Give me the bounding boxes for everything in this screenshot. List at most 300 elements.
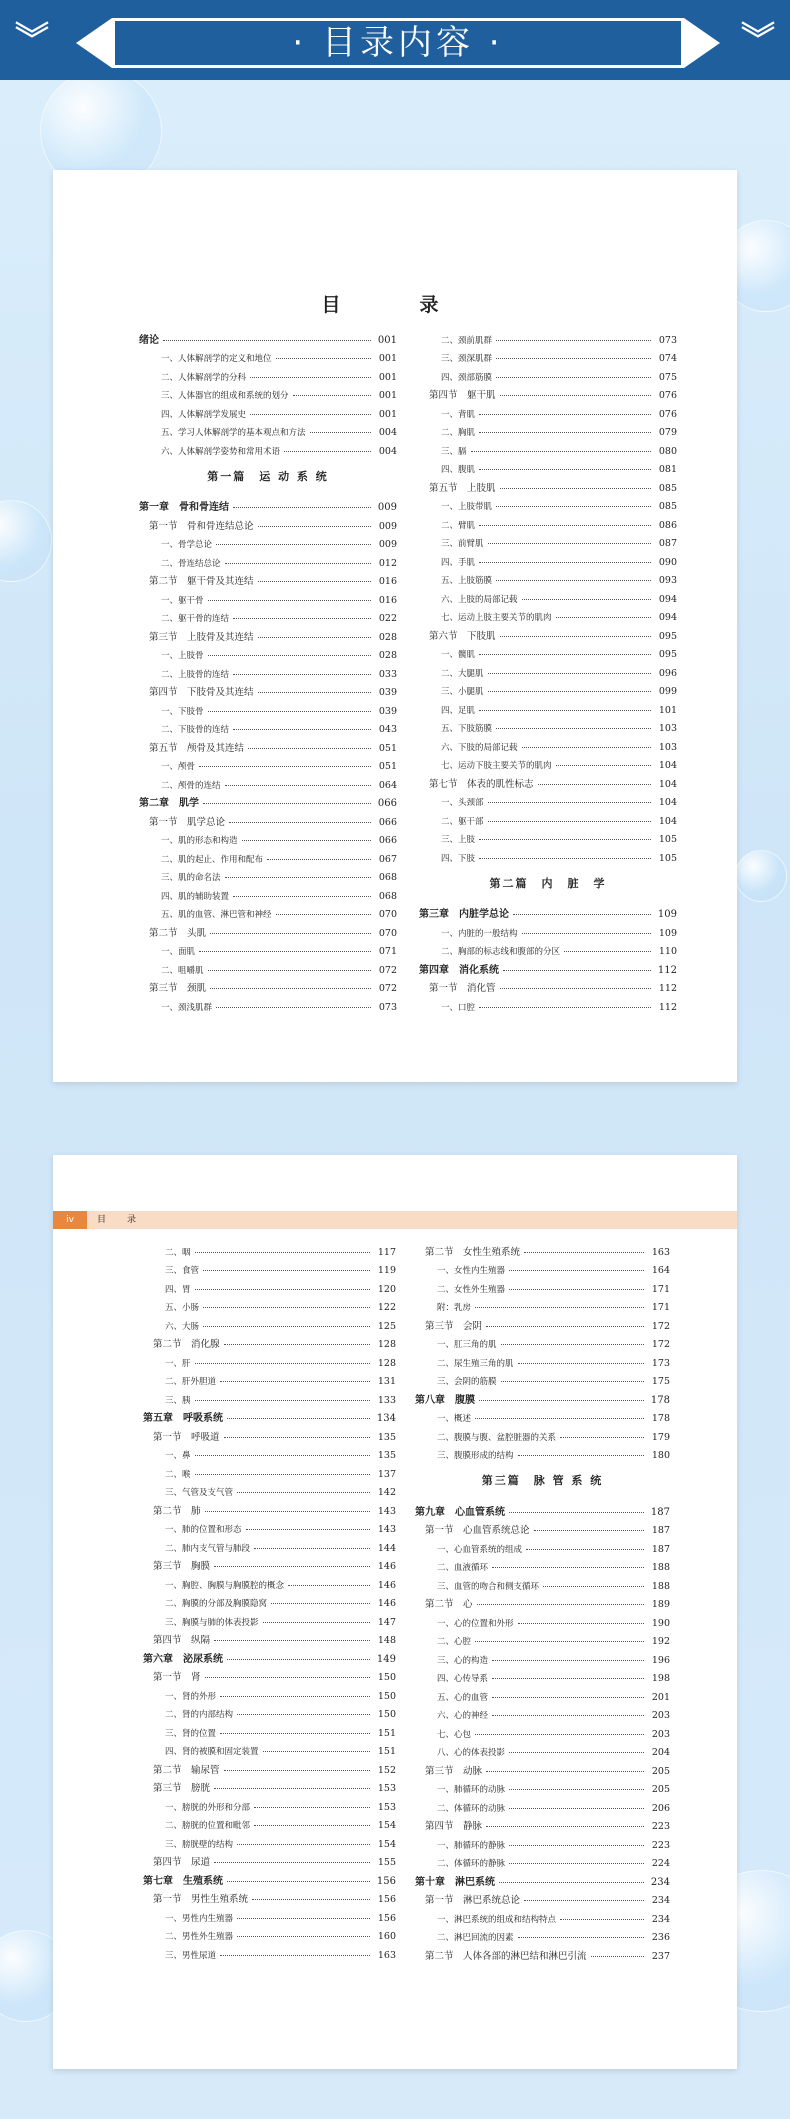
- entry-page-number: 090: [658, 556, 677, 568]
- dot-leader: [486, 1325, 644, 1327]
- entry-page-number: 104: [658, 778, 677, 790]
- entry-title: 三、颈深肌群: [441, 354, 493, 364]
- entry-page-number: 086: [658, 519, 677, 531]
- dot-leader: [499, 1881, 644, 1883]
- toc-entry: [139, 920, 397, 939]
- entry-title: 二、上肢骨的连结: [161, 669, 230, 680]
- dot-leader: [267, 858, 371, 860]
- dot-leader: [216, 1006, 371, 1008]
- toc-entry: [419, 512, 677, 531]
- entry-page-number: 051: [378, 761, 397, 772]
- entry-page-number: 095: [658, 649, 677, 660]
- toc-entry: [415, 1666, 670, 1685]
- toc-entry: [415, 1332, 670, 1351]
- dot-leader: [195, 1473, 370, 1475]
- dot-leader: [252, 1898, 370, 1900]
- dot-leader: [220, 1695, 370, 1697]
- dot-leader: [237, 1917, 370, 1919]
- toc-entry: [415, 1239, 670, 1258]
- toc-entry: [415, 1258, 670, 1277]
- toc-entry: [139, 643, 397, 662]
- dot-leader: [284, 450, 371, 452]
- dot-leader: [199, 765, 371, 767]
- toc-entry: [415, 1424, 670, 1443]
- entry-page-number: 234: [651, 1913, 670, 1925]
- entry-page-number: 120: [377, 1283, 396, 1295]
- entry-title: 第一节 心血管系统总论: [425, 1525, 530, 1536]
- entry-title: 第三章 内脏学总论: [419, 909, 509, 920]
- entry-title: 第四节 静脉: [425, 1821, 483, 1832]
- dot-leader: [500, 394, 651, 396]
- toc-entry: [143, 1258, 396, 1277]
- entry-title: 第二节 肺: [153, 1505, 201, 1517]
- entry-title: 第八章 腹膜: [415, 1394, 475, 1406]
- dot-leader: [195, 1399, 370, 1401]
- entry-title: 一、背肌: [441, 409, 476, 420]
- toc-entry: [415, 1536, 670, 1555]
- entry-title: 二、男性外生殖器: [165, 1932, 234, 1942]
- entry-title: 二、胸部的标志线和腹部的分区: [441, 947, 561, 957]
- entry-page-number: 173: [651, 1357, 670, 1369]
- entry-page-number: 094: [658, 593, 677, 605]
- toc-right-column: [415, 1239, 670, 1962]
- entry-title: 四、下肢: [441, 853, 476, 864]
- dot-leader: [534, 1529, 644, 1531]
- entry-title: 七、运动上肢主要关节的肌肉: [441, 613, 552, 623]
- entry-title: 三、心的构造: [437, 1655, 489, 1666]
- entry-title: 第三节 动脉: [425, 1765, 483, 1777]
- toc-entry: [415, 1555, 670, 1574]
- toc-entry: [143, 1443, 396, 1462]
- toc-entry: [143, 1239, 396, 1258]
- toc-entry: [139, 735, 397, 754]
- entry-title: 第二节 人体各部的淋巴结和淋巴引流: [425, 1950, 587, 1962]
- entry-title: 三、肾的位置: [165, 1728, 217, 1739]
- entry-title: 一、男性内生殖器: [165, 1913, 234, 1924]
- dot-leader: [543, 1585, 644, 1587]
- entry-page-number: 223: [651, 1821, 670, 1832]
- dot-leader: [203, 802, 371, 804]
- banner-title: · 目录内容 ·: [292, 23, 504, 63]
- dot-leader: [229, 821, 371, 823]
- dot-leader: [475, 1640, 644, 1642]
- entry-title: 一、肾的外形: [165, 1691, 217, 1702]
- entry-page-number: 001: [378, 353, 397, 364]
- entry-title: 三、小腿肌: [441, 687, 484, 697]
- entry-page-number: 009: [377, 502, 397, 513]
- toc-entry: [143, 1424, 396, 1443]
- dot-leader: [254, 1547, 370, 1549]
- entry-title: 二、骨连结总论: [161, 558, 221, 569]
- entry-page-number: 178: [651, 1413, 670, 1424]
- entry-page-number: 164: [651, 1265, 670, 1276]
- toc-entry: [143, 1850, 396, 1869]
- entry-page-number: 201: [651, 1691, 670, 1703]
- entry-page-number: 104: [658, 815, 677, 827]
- toc-entry: [415, 1851, 670, 1870]
- entry-page-number: 074: [658, 353, 677, 364]
- entry-title: 一、肺的位置和形态: [165, 1525, 242, 1535]
- toc-entry: [139, 754, 397, 773]
- entry-title: 第五章 呼吸系统: [143, 1413, 223, 1424]
- dot-leader: [263, 1621, 370, 1623]
- entry-page-number: 143: [377, 1505, 396, 1517]
- entry-page-number: 187: [650, 1506, 670, 1518]
- toc-entry: [415, 1647, 670, 1666]
- dot-leader: [258, 580, 371, 582]
- banner-right-arrow: [684, 18, 720, 68]
- entry-title: 四、肌的辅助装置: [161, 891, 230, 902]
- entry-title: 二、腹膜与腹、盆腔脏器的关系: [437, 1432, 557, 1443]
- dot-leader: [524, 1251, 644, 1253]
- entry-title: 六、下肢的局部记载: [441, 742, 518, 753]
- toc-entry: [415, 1573, 670, 1592]
- entry-page-number: 068: [378, 890, 397, 902]
- dot-leader: [254, 1824, 370, 1826]
- entry-page-number: 112: [658, 1001, 677, 1013]
- dot-leader: [486, 1770, 644, 1772]
- entry-title: 第二节 心: [425, 1599, 473, 1610]
- toc-left-column: [139, 327, 397, 1013]
- dot-leader: [509, 1511, 644, 1513]
- entry-page-number: 203: [651, 1728, 670, 1740]
- entry-page-number: 150: [377, 1672, 396, 1683]
- toc-entry: [143, 1776, 396, 1795]
- entry-title: 四、腹肌: [441, 465, 476, 475]
- toc-entry: [419, 383, 677, 402]
- dot-leader: [560, 1436, 644, 1438]
- dot-leader: [220, 1954, 370, 1956]
- dot-leader: [205, 1676, 370, 1678]
- entry-title: 三、血管的吻合和侧支循环: [437, 1581, 540, 1592]
- entry-title: 二、胸膜的分部及胸膜隐窝: [165, 1599, 268, 1609]
- toc-entry: [419, 753, 677, 772]
- toc-entry: [415, 1869, 670, 1888]
- entry-title: 四、胃: [165, 1284, 191, 1295]
- entry-title: 一、心的位置和外形: [437, 1618, 514, 1629]
- dot-leader: [526, 1548, 644, 1550]
- toc-entry: [419, 808, 677, 827]
- entry-title: 一、女性内生殖器: [437, 1266, 506, 1276]
- entry-title: 第四节 尿道: [153, 1857, 211, 1868]
- dot-leader: [522, 746, 651, 748]
- toc-entry: [415, 1276, 670, 1295]
- entry-page-number: 071: [378, 946, 397, 957]
- entry-title: 六、人体解剖学姿势和常用术语: [161, 446, 281, 457]
- toc-entry: [415, 1943, 670, 1962]
- entry-title: 二、体循环的静脉: [437, 1859, 506, 1869]
- entry-title: 第九章 心血管系统: [415, 1506, 505, 1518]
- dot-leader: [227, 1417, 370, 1419]
- chevron-down-icon: ︾: [15, 20, 49, 60]
- toc-entry: [415, 1350, 670, 1369]
- entry-page-number: 076: [658, 390, 677, 401]
- toc-entry: [415, 1406, 670, 1425]
- entry-page-number: 001: [377, 334, 397, 346]
- entry-title: 五、肌的血管、淋巴管和神经: [161, 910, 272, 920]
- dot-leader: [199, 950, 371, 952]
- entry-title: 一、膀胱的外形和分部: [165, 1802, 251, 1813]
- toc-entry: [143, 1702, 396, 1721]
- dot-leader: [518, 1454, 644, 1456]
- entry-title: 二、肾的内部结构: [165, 1710, 234, 1720]
- toc-entry: [143, 1387, 396, 1406]
- dot-leader: [214, 1639, 370, 1641]
- entry-title: 二、颈前肌群: [441, 335, 493, 346]
- entry-title: 附：乳房: [437, 1303, 472, 1313]
- dot-leader: [488, 542, 651, 544]
- toc-entry: [139, 661, 397, 680]
- dot-leader: [237, 1491, 370, 1493]
- entry-page-number: 087: [658, 538, 677, 549]
- entry-title: 二、喉: [165, 1469, 191, 1480]
- dot-leader: [488, 820, 651, 822]
- toc-entry: [143, 1924, 396, 1943]
- dot-leader: [225, 562, 371, 564]
- dot-leader: [513, 913, 651, 915]
- dot-leader: [214, 1565, 370, 1567]
- entry-page-number: 146: [377, 1598, 396, 1609]
- dot-leader: [293, 394, 371, 396]
- toc-entry: [415, 1295, 670, 1314]
- entry-title: 三、人体器官的组成和系统的划分: [161, 391, 289, 401]
- toc-entry: [139, 606, 397, 625]
- toc-entry: [419, 420, 677, 439]
- dot-leader: [479, 468, 651, 470]
- entry-title: 一、肺循环的静脉: [437, 1840, 506, 1851]
- entry-page-number: 009: [378, 520, 397, 532]
- entry-page-number: 001: [378, 371, 397, 383]
- entry-title: 三、胸膜与肺的体表投影: [165, 1617, 259, 1628]
- toc-entry: [139, 865, 397, 884]
- dot-leader: [522, 598, 651, 600]
- dot-leader: [475, 1733, 644, 1735]
- dot-leader: [227, 1658, 370, 1660]
- entry-title: 四、足肌: [441, 705, 476, 716]
- toc-entry: [415, 1610, 670, 1629]
- dot-leader: [233, 506, 371, 508]
- entry-title: 二、胸肌: [441, 428, 476, 438]
- dot-leader: [214, 1787, 370, 1789]
- dot-leader: [509, 1751, 644, 1753]
- toc-entry: [143, 1739, 396, 1758]
- dot-leader: [203, 1269, 370, 1271]
- toc-entry: [415, 1443, 670, 1462]
- entry-title: 三、胰: [165, 1395, 191, 1406]
- dot-leader: [509, 1807, 644, 1809]
- entry-title: 八、心的体表投影: [437, 1748, 506, 1758]
- banner-left-arrow: [76, 18, 112, 68]
- dot-leader: [210, 987, 371, 989]
- toc-entry: [139, 698, 397, 717]
- entry-title: 第一章 骨和骨连结: [139, 502, 229, 513]
- entry-title: 第三节 颈肌: [149, 983, 207, 994]
- entry-title: 六、上肢的局部记载: [441, 594, 518, 605]
- entry-title: 一、肌的形态和构造: [161, 836, 238, 846]
- entry-page-number: 103: [658, 741, 677, 753]
- dot-leader: [288, 1584, 370, 1586]
- entry-page-number: 085: [658, 501, 677, 512]
- entry-title: 七、运动下肢主要关节的肌肉: [441, 761, 552, 771]
- toc-entry: [143, 1332, 396, 1351]
- title-banner: [0, 0, 790, 80]
- toc-entry: [415, 1795, 670, 1814]
- entry-page-number: 094: [658, 612, 677, 623]
- toc-entry: [139, 569, 397, 588]
- entry-title: 三、膀胱壁的结构: [165, 1839, 234, 1850]
- dot-leader: [496, 505, 651, 507]
- toc-entry: [415, 1925, 670, 1944]
- dot-leader: [203, 1325, 370, 1327]
- dot-leader: [496, 579, 651, 581]
- entry-page-number: 109: [658, 927, 677, 939]
- toc-entry: [419, 605, 677, 624]
- dot-leader: [518, 1622, 644, 1624]
- toc-entry: [143, 1831, 396, 1850]
- entry-page-number: 236: [651, 1932, 670, 1943]
- toc-entry: [415, 1387, 670, 1406]
- entry-page-number: 135: [377, 1450, 396, 1461]
- entry-page-number: 155: [377, 1857, 396, 1868]
- dot-leader: [509, 1862, 644, 1864]
- entry-page-number: 117: [377, 1246, 396, 1258]
- entry-page-number: 133: [377, 1394, 396, 1406]
- dot-leader: [237, 1935, 370, 1937]
- dot-leader: [258, 691, 371, 693]
- toc-entry: [139, 624, 397, 643]
- dot-leader: [475, 1417, 644, 1419]
- entry-title: 六、大肠: [165, 1321, 200, 1332]
- toc-entry: [143, 1757, 396, 1776]
- dot-leader: [496, 339, 651, 341]
- entry-page-number: 146: [377, 1579, 396, 1591]
- entry-title: 一、概述: [437, 1414, 472, 1424]
- entry-page-number: 234: [650, 1876, 670, 1888]
- toc-entry: [143, 1406, 396, 1425]
- toc-entry: [143, 1313, 396, 1332]
- entry-title: 一、髋肌: [441, 650, 476, 660]
- toc-entry: [419, 642, 677, 661]
- toc-entry: [419, 734, 677, 753]
- entry-page-number: 009: [378, 539, 397, 550]
- toc-entry: [143, 1609, 396, 1628]
- dot-leader: [479, 561, 651, 563]
- entry-title: 二、血液循环: [437, 1563, 489, 1573]
- entry-page-number: 112: [658, 983, 677, 994]
- dot-leader: [220, 1732, 370, 1734]
- entry-page-number: 154: [377, 1838, 396, 1850]
- entry-page-number: 110: [658, 946, 677, 957]
- dot-leader: [518, 1362, 644, 1364]
- entry-title: 第四节 纵隔: [153, 1635, 211, 1646]
- dot-leader: [216, 543, 371, 545]
- dot-leader: [258, 636, 371, 638]
- entry-title: 三、肌的命名法: [161, 873, 221, 883]
- dot-leader: [479, 653, 651, 655]
- entry-title: 一、胸腔、胸膜与胸膜腔的概念: [165, 1580, 285, 1591]
- toc-entry: [139, 364, 397, 383]
- entry-page-number: 146: [377, 1561, 396, 1572]
- toc-entry: [419, 790, 677, 809]
- entry-page-number: 224: [651, 1858, 670, 1869]
- toc-entry: [139, 957, 397, 976]
- dot-leader: [479, 431, 651, 433]
- entry-title: 第二节 躯干骨及其连结: [149, 576, 254, 587]
- toc-entry: [139, 809, 397, 828]
- entry-title: 一、肛三角的肌: [437, 1340, 497, 1350]
- toc-entry: [143, 1794, 396, 1813]
- toc-entry: [139, 828, 397, 847]
- dot-leader: [246, 1528, 370, 1530]
- dot-leader: [479, 838, 651, 840]
- entry-page-number: 079: [658, 427, 677, 438]
- dot-leader: [233, 728, 371, 730]
- dot-leader: [205, 1510, 370, 1512]
- toc-entry: [143, 1461, 396, 1480]
- entry-title: 二、颅骨的连结: [161, 780, 221, 791]
- dot-leader: [538, 783, 651, 785]
- entry-page-number: 188: [651, 1562, 670, 1573]
- entry-page-number: 156: [377, 1894, 396, 1905]
- entry-title: 一、头颈部: [441, 798, 484, 808]
- entry-page-number: 142: [377, 1487, 396, 1498]
- toc-entry: [143, 1591, 396, 1610]
- entry-page-number: 028: [378, 631, 397, 643]
- header-page-number: iv: [53, 1211, 87, 1229]
- entry-page-number: 171: [651, 1302, 670, 1313]
- dot-leader: [227, 1880, 370, 1882]
- toc-entry: [143, 1498, 396, 1517]
- entry-title: 一、上肢骨: [161, 651, 204, 661]
- entry-title: 一、肝: [165, 1358, 191, 1369]
- toc-entry: [139, 680, 397, 699]
- entry-title: 二、尿生殖三角的肌: [437, 1358, 514, 1369]
- dot-leader: [220, 1380, 370, 1382]
- dot-leader: [500, 635, 651, 637]
- entry-page-number: 150: [377, 1709, 396, 1720]
- toc-entry: [415, 1684, 670, 1703]
- entry-title: 一、下肢骨: [161, 706, 204, 717]
- toc-entry: [143, 1887, 396, 1906]
- toc-entry: [415, 1721, 670, 1740]
- entry-title: 一、颈浅肌群: [161, 1002, 213, 1013]
- toc-entry: [143, 1480, 396, 1499]
- entry-title: 第四节 下肢骨及其连结: [149, 687, 254, 698]
- dot-leader: [250, 376, 371, 378]
- entry-page-number: 012: [378, 557, 397, 569]
- toc-entry: [419, 475, 677, 494]
- dot-leader: [500, 987, 651, 989]
- entry-page-number: 001: [378, 390, 397, 401]
- running-header: [53, 1211, 737, 1229]
- dot-leader: [503, 969, 651, 971]
- entry-page-number: 066: [378, 816, 397, 828]
- toc-entry: [415, 1888, 670, 1907]
- dot-leader: [492, 1659, 644, 1661]
- dot-leader: [224, 1436, 370, 1438]
- dot-leader: [560, 1918, 644, 1920]
- toc-entry: [139, 383, 397, 402]
- toc-entry: [143, 1517, 396, 1536]
- entry-title: 二、淋巴回流的因素: [437, 1933, 514, 1943]
- entry-title: 第十章 淋巴系统: [415, 1876, 495, 1888]
- entry-page-number: 066: [377, 798, 397, 809]
- entry-title: 三、男性尿道: [165, 1950, 217, 1961]
- toc-entry: [143, 1535, 396, 1554]
- entry-title: 第二节 女性生殖系统: [425, 1246, 521, 1258]
- entry-title: 二、咀嚼肌: [161, 965, 204, 976]
- entry-title: 五、学习人体解剖学的基本观点和方法: [161, 428, 306, 438]
